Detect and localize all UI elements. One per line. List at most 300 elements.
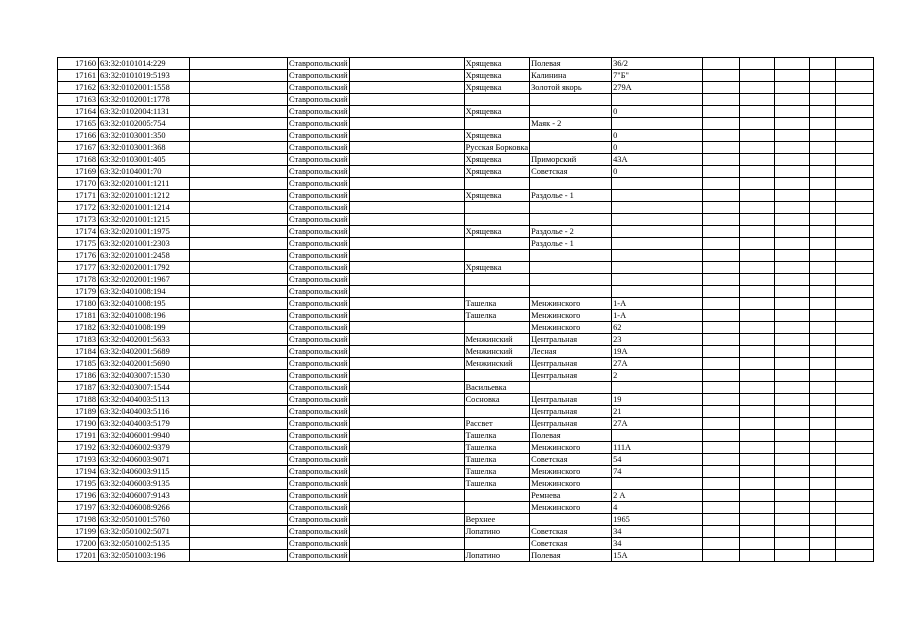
empty-cell <box>810 166 836 178</box>
empty-cell <box>190 118 288 130</box>
empty-cell <box>349 130 464 142</box>
empty-cell <box>703 466 740 478</box>
empty-cell <box>810 226 836 238</box>
empty-cell <box>810 370 836 382</box>
table-row <box>58 514 874 526</box>
locality-cell: Менжинский <box>464 346 530 358</box>
district-cell: Ставропольский <box>289 479 348 488</box>
row-number-cell: 17200 <box>58 538 99 550</box>
house-number-cell: 19 <box>612 394 703 406</box>
empty-cell <box>349 154 464 166</box>
table-row <box>58 358 874 370</box>
row-number-cell: 17193 <box>58 454 99 466</box>
district-cell: Ставропольский <box>289 71 348 80</box>
locality-cell: Хрящевка <box>464 82 530 94</box>
empty-cell <box>190 418 288 430</box>
empty-cell <box>775 358 810 370</box>
spreadsheet-table <box>57 57 874 562</box>
empty-cell <box>740 94 775 106</box>
empty-cell <box>775 262 810 274</box>
table-row <box>58 370 874 382</box>
empty-cell <box>836 514 874 526</box>
row-number-cell: 17184 <box>58 346 99 358</box>
district-cell: Ставропольский <box>289 395 348 404</box>
empty-cell <box>810 538 836 550</box>
empty-cell <box>740 178 775 190</box>
empty-cell <box>740 346 775 358</box>
empty-cell <box>349 430 464 442</box>
locality-cell: Менжинский <box>464 334 530 346</box>
house-number-cell: 2 А <box>612 490 703 502</box>
locality-cell <box>464 538 530 550</box>
table-row <box>58 94 874 106</box>
empty-cell <box>740 166 775 178</box>
house-number-cell <box>612 202 703 214</box>
house-number-cell: 27А <box>612 358 703 370</box>
cadastral-number-cell: 63:32:0103001:368 <box>99 142 190 154</box>
street-cell: Центральная <box>530 358 612 370</box>
cadastral-number-cell: 63:32:0201001:1212 <box>99 190 190 202</box>
empty-cell <box>775 454 810 466</box>
empty-cell <box>349 82 464 94</box>
empty-cell <box>349 238 464 250</box>
empty-cell <box>836 154 874 166</box>
cadastral-number-cell: 63:32:0501002:5135 <box>99 538 190 550</box>
empty-cell <box>775 226 810 238</box>
empty-cell <box>703 70 740 82</box>
table-row <box>58 262 874 274</box>
row-number-cell: 17192 <box>58 442 99 454</box>
empty-cell <box>740 250 775 262</box>
empty-cell <box>349 166 464 178</box>
empty-cell <box>810 358 836 370</box>
street-cell: Центральная <box>530 418 612 430</box>
empty-cell <box>836 490 874 502</box>
empty-cell <box>836 58 874 70</box>
empty-cell <box>836 214 874 226</box>
house-number-cell <box>612 190 703 202</box>
empty-cell <box>810 490 836 502</box>
street-cell <box>530 94 612 106</box>
row-number-cell: 17176 <box>58 250 99 262</box>
empty-cell <box>810 502 836 514</box>
table-row <box>58 70 874 82</box>
empty-cell <box>836 226 874 238</box>
empty-cell <box>810 202 836 214</box>
table-row <box>58 478 874 490</box>
empty-cell <box>190 442 288 454</box>
district-cell: Ставропольский <box>289 83 348 92</box>
empty-cell <box>190 274 288 286</box>
table-row <box>58 550 874 562</box>
empty-cell <box>703 550 740 562</box>
street-cell: Менжинского <box>530 310 612 322</box>
row-number-cell: 17189 <box>58 406 99 418</box>
empty-cell <box>349 190 464 202</box>
empty-cell <box>775 190 810 202</box>
empty-cell <box>775 250 810 262</box>
row-number-cell: 17190 <box>58 418 99 430</box>
empty-cell <box>349 538 464 550</box>
district-cell: Ставропольский <box>289 131 348 140</box>
cadastral-number-cell: 63:32:0401008:196 <box>99 310 190 322</box>
district-cell: Ставропольский <box>289 371 348 380</box>
district-cell: Ставропольский <box>289 299 348 308</box>
empty-cell <box>190 502 288 514</box>
empty-cell <box>775 346 810 358</box>
empty-cell <box>703 358 740 370</box>
empty-cell <box>775 382 810 394</box>
empty-cell <box>775 130 810 142</box>
empty-cell <box>349 274 464 286</box>
empty-cell <box>703 442 740 454</box>
district-cell: Ставропольский <box>289 203 348 212</box>
empty-cell <box>740 502 775 514</box>
row-number-cell: 17182 <box>58 322 99 334</box>
empty-cell <box>703 310 740 322</box>
empty-cell <box>349 118 464 130</box>
empty-cell <box>190 70 288 82</box>
house-number-cell: 1-А <box>612 310 703 322</box>
locality-cell: Ташелка <box>464 298 530 310</box>
empty-cell <box>810 334 836 346</box>
table-row <box>58 406 874 418</box>
empty-cell <box>740 454 775 466</box>
empty-cell <box>740 106 775 118</box>
empty-cell <box>810 262 836 274</box>
empty-cell <box>703 130 740 142</box>
empty-cell <box>349 94 464 106</box>
table-row <box>58 130 874 142</box>
street-cell: Центральная <box>530 406 612 418</box>
empty-cell <box>740 406 775 418</box>
street-cell: Менжинского <box>530 466 612 478</box>
district-cell: Ставропольский <box>289 239 348 248</box>
cadastral-number-cell: 63:32:0103001:405 <box>99 154 190 166</box>
street-cell: Раздолье - 1 <box>530 190 612 202</box>
table-row <box>58 202 874 214</box>
empty-cell <box>703 286 740 298</box>
locality-cell: Ташелка <box>464 430 530 442</box>
empty-cell <box>836 478 874 490</box>
empty-cell <box>703 262 740 274</box>
table-body <box>58 58 874 562</box>
empty-cell <box>190 226 288 238</box>
empty-cell <box>810 442 836 454</box>
empty-cell <box>810 514 836 526</box>
empty-cell <box>349 106 464 118</box>
locality-cell <box>464 406 530 418</box>
house-number-cell: 43А <box>612 154 703 166</box>
table-row <box>58 394 874 406</box>
locality-cell: Лопатино <box>464 526 530 538</box>
empty-cell <box>703 214 740 226</box>
empty-cell <box>775 202 810 214</box>
row-number-cell: 17185 <box>58 358 99 370</box>
empty-cell <box>703 454 740 466</box>
empty-cell <box>349 298 464 310</box>
table-row <box>58 142 874 154</box>
district-cell: Ставропольский <box>289 491 348 500</box>
street-cell: Раздолье - 2 <box>530 226 612 238</box>
street-cell: Центральная <box>530 334 612 346</box>
street-cell: Центральная <box>530 370 612 382</box>
empty-cell <box>775 118 810 130</box>
empty-cell <box>836 238 874 250</box>
locality-cell: Ташелка <box>464 466 530 478</box>
empty-cell <box>775 214 810 226</box>
table-row <box>58 154 874 166</box>
empty-cell <box>740 334 775 346</box>
cadastral-number-cell: 63:32:0404003:5179 <box>99 418 190 430</box>
empty-cell <box>775 70 810 82</box>
empty-cell <box>740 526 775 538</box>
house-number-cell: 1965 <box>612 514 703 526</box>
cadastral-number-cell: 63:32:0102001:1778 <box>99 94 190 106</box>
empty-cell <box>810 142 836 154</box>
empty-cell <box>740 310 775 322</box>
empty-cell <box>836 406 874 418</box>
street-cell <box>530 178 612 190</box>
empty-cell <box>810 118 836 130</box>
empty-cell <box>190 454 288 466</box>
empty-cell <box>810 190 836 202</box>
locality-cell: Хрящевка <box>464 154 530 166</box>
empty-cell <box>810 214 836 226</box>
row-number-cell: 17173 <box>58 214 99 226</box>
empty-cell <box>740 538 775 550</box>
empty-cell <box>349 394 464 406</box>
empty-cell <box>810 382 836 394</box>
empty-cell <box>190 82 288 94</box>
empty-cell <box>836 274 874 286</box>
row-number-cell: 17162 <box>58 82 99 94</box>
row-number-cell: 17165 <box>58 118 99 130</box>
empty-cell <box>349 502 464 514</box>
empty-cell <box>703 526 740 538</box>
house-number-cell: 54 <box>612 454 703 466</box>
house-number-cell: 21 <box>612 406 703 418</box>
street-cell <box>530 106 612 118</box>
empty-cell <box>810 466 836 478</box>
empty-cell <box>349 310 464 322</box>
empty-cell <box>775 334 810 346</box>
district-cell: Ставропольский <box>289 359 348 368</box>
empty-cell <box>740 418 775 430</box>
district-cell: Ставропольский <box>289 215 348 224</box>
house-number-cell: 4 <box>612 502 703 514</box>
table-row <box>58 418 874 430</box>
row-number-cell: 17164 <box>58 106 99 118</box>
locality-cell: Ташелка <box>464 442 530 454</box>
empty-cell <box>190 286 288 298</box>
empty-cell <box>836 190 874 202</box>
empty-cell <box>190 370 288 382</box>
empty-cell <box>775 418 810 430</box>
empty-cell <box>836 202 874 214</box>
empty-cell <box>810 454 836 466</box>
house-number-cell: 34 <box>612 538 703 550</box>
empty-cell <box>775 478 810 490</box>
cadastral-number-cell: 63:32:0403007:1530 <box>99 370 190 382</box>
street-cell: Золотой якорь <box>530 82 612 94</box>
empty-cell <box>740 262 775 274</box>
cadastral-number-cell: 63:32:0401008:194 <box>99 286 190 298</box>
empty-cell <box>349 382 464 394</box>
empty-cell <box>703 322 740 334</box>
district-cell: Ставропольский <box>289 143 348 152</box>
locality-cell: Хрящевка <box>464 106 530 118</box>
empty-cell <box>349 262 464 274</box>
empty-cell <box>703 514 740 526</box>
district-cell: Ставропольский <box>289 107 348 116</box>
empty-cell <box>703 274 740 286</box>
empty-cell <box>190 526 288 538</box>
locality-cell <box>464 370 530 382</box>
empty-cell <box>190 58 288 70</box>
table-row <box>58 466 874 478</box>
empty-cell <box>190 106 288 118</box>
empty-cell <box>836 346 874 358</box>
district-cell: Ставропольский <box>289 59 348 68</box>
table-row <box>58 430 874 442</box>
district-cell: Ставропольский <box>289 275 348 284</box>
empty-cell <box>836 418 874 430</box>
locality-cell: Хрящевка <box>464 58 530 70</box>
empty-cell <box>703 370 740 382</box>
empty-cell <box>703 178 740 190</box>
empty-cell <box>836 322 874 334</box>
cadastral-number-cell: 63:32:0201001:2458 <box>99 250 190 262</box>
cadastral-number-cell: 63:32:0201001:1214 <box>99 202 190 214</box>
district-cell: Ставропольский <box>289 551 348 560</box>
empty-cell <box>775 550 810 562</box>
cadastral-number-cell: 63:32:0101019:5193 <box>99 70 190 82</box>
locality-cell: Менжинский <box>464 358 530 370</box>
empty-cell <box>740 490 775 502</box>
empty-cell <box>836 262 874 274</box>
empty-cell <box>775 466 810 478</box>
house-number-cell: 62 <box>612 322 703 334</box>
empty-cell <box>740 82 775 94</box>
table-row <box>58 82 874 94</box>
empty-cell <box>190 334 288 346</box>
empty-cell <box>349 550 464 562</box>
locality-cell: Хрящевка <box>464 190 530 202</box>
locality-cell <box>464 286 530 298</box>
house-number-cell <box>612 178 703 190</box>
row-number-cell: 17172 <box>58 202 99 214</box>
empty-cell <box>190 394 288 406</box>
table-row <box>58 310 874 322</box>
empty-cell <box>703 250 740 262</box>
empty-cell <box>740 226 775 238</box>
empty-cell <box>349 346 464 358</box>
row-number-cell: 17170 <box>58 178 99 190</box>
empty-cell <box>775 238 810 250</box>
empty-cell <box>775 394 810 406</box>
empty-cell <box>190 190 288 202</box>
district-cell: Ставропольский <box>289 155 348 164</box>
empty-cell <box>349 70 464 82</box>
empty-cell <box>810 346 836 358</box>
house-number-cell: 15А <box>612 550 703 562</box>
house-number-cell: 2 <box>612 370 703 382</box>
cadastral-number-cell: 63:32:0402001:5633 <box>99 334 190 346</box>
row-number-cell: 17201 <box>58 550 99 562</box>
empty-cell <box>703 346 740 358</box>
cadastral-number-cell: 63:32:0102001:1558 <box>99 82 190 94</box>
empty-cell <box>740 466 775 478</box>
cadastral-number-cell: 63:32:0201001:1975 <box>99 226 190 238</box>
locality-cell: Хрящевка <box>464 70 530 82</box>
empty-cell <box>740 190 775 202</box>
empty-cell <box>810 94 836 106</box>
row-number-cell: 17180 <box>58 298 99 310</box>
locality-cell: Верхнее <box>464 514 530 526</box>
street-cell: Менжинского <box>530 442 612 454</box>
empty-cell <box>740 142 775 154</box>
row-number-cell: 17171 <box>58 190 99 202</box>
cadastral-number-cell: 63:32:0401008:199 <box>99 322 190 334</box>
locality-cell <box>464 214 530 226</box>
empty-cell <box>836 442 874 454</box>
table-row <box>58 118 874 130</box>
empty-cell <box>810 130 836 142</box>
empty-cell <box>740 118 775 130</box>
cadastral-number-cell: 63:32:0404003:5113 <box>99 394 190 406</box>
house-number-cell <box>612 238 703 250</box>
empty-cell <box>190 358 288 370</box>
locality-cell: Ташелка <box>464 454 530 466</box>
row-number-cell: 17188 <box>58 394 99 406</box>
empty-cell <box>775 274 810 286</box>
empty-cell <box>190 490 288 502</box>
empty-cell <box>703 106 740 118</box>
row-number-cell: 17195 <box>58 478 99 490</box>
empty-cell <box>349 526 464 538</box>
cadastral-number-cell: 63:32:0201001:1211 <box>99 178 190 190</box>
empty-cell <box>190 538 288 550</box>
empty-cell <box>836 358 874 370</box>
table-row <box>58 58 874 70</box>
house-number-cell: 34 <box>612 526 703 538</box>
empty-cell <box>740 394 775 406</box>
street-cell: Менжинского <box>530 298 612 310</box>
empty-cell <box>703 382 740 394</box>
row-number-cell: 17163 <box>58 94 99 106</box>
empty-cell <box>775 166 810 178</box>
house-number-cell <box>612 274 703 286</box>
empty-cell <box>190 202 288 214</box>
empty-cell <box>810 478 836 490</box>
district-cell: Ставропольский <box>289 431 348 440</box>
house-number-cell <box>612 214 703 226</box>
district-cell: Ставропольский <box>289 527 348 536</box>
empty-cell <box>836 538 874 550</box>
cadastral-number-cell: 63:32:0402001:5689 <box>99 346 190 358</box>
empty-cell <box>349 406 464 418</box>
empty-cell <box>349 226 464 238</box>
empty-cell <box>190 514 288 526</box>
cadastral-number-cell: 63:32:0103001:350 <box>99 130 190 142</box>
district-cell: Ставропольский <box>289 119 348 128</box>
empty-cell <box>775 154 810 166</box>
street-cell <box>530 130 612 142</box>
empty-cell <box>349 334 464 346</box>
house-number-cell <box>612 478 703 490</box>
empty-cell <box>703 478 740 490</box>
